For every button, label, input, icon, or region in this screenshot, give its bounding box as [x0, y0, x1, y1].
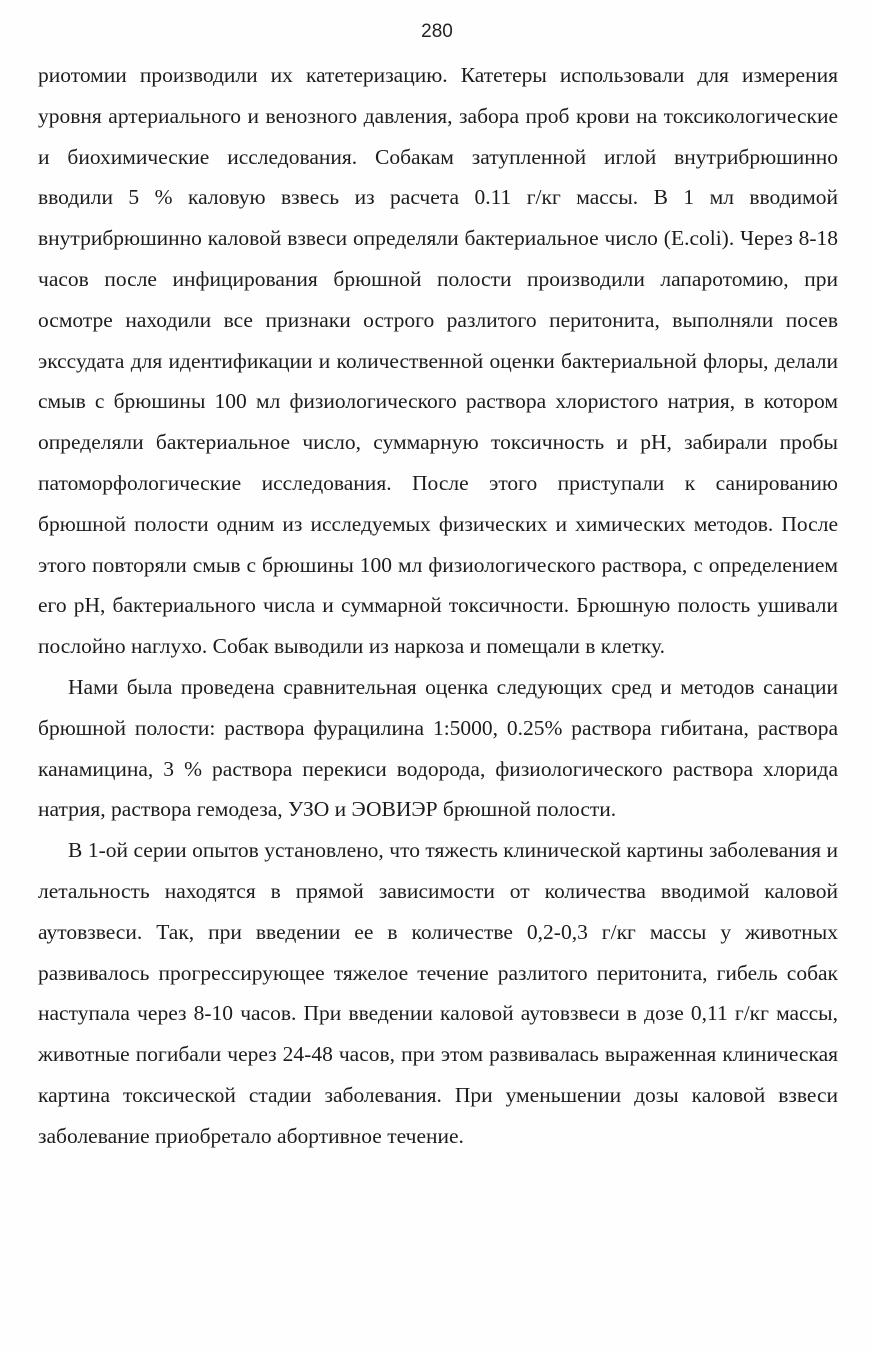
paragraph-2: Нами была проведена сравнительная оценка следующих сред и методов санации брюшной полости: раствора фурацилина 1:5000, 0.25% раствора гибитана, раствора канамицина, 3 % раствора перекиси водорода, физиологического раствора хлорида натрия, раствора гемодеза, УЗО и ЭОВИЭР брюшной полости. — [38, 674, 838, 822]
paragraph-3: В 1-ой серии опытов установлено, что тяжесть клинической картины заболевания и летальность находятся в прямой зависимости от количества вводимой каловой аутовзвеси. Так, при введении ее в количестве 0,2-0,3 г/кг массы у животных развивалось прогрессирующее тяжелое течение разлитого перитонита, гибель собак наступала через 8-10 часов. При введении каловой аутовзвеси в дозе 0,11 г/кг массы, животные погибали через 24-48 часов, при этом развивалась выраженная клиническая картина токсической стадии заболевания. При уменьшении дозы каловой взвеси заболевание приобретало абортивное течение. — [38, 838, 838, 1148]
body-text — [38, 55, 838, 1157]
page-number: 280 — [421, 21, 453, 42]
paragraph-1: риотомии производили их катетеризацию. Катетеры использовали для измерения уровня артериального и венозного давления, забора проб крови на токсикологические и биохимические исследования. Собакам затупленной иглой внутрибрюшинно вводили 5 % каловую взвесь из расчета 0.11 г/кг массы. В 1 мл вводимой внутрибрюшинно каловой взвеси определяли бактериальное число (E.coli). Через 8-18 часов после инфицирования брюшной полости производили лапаротомию, при осмотре находили все признаки острого разлитого перитонита, выполняли посев экссудата для идентификации и количественной оценки бактериальной флоры, делали смыв с брюшины 100 мл физиологического раствора хлористого натрия, в котором определяли бактериальное число, суммарную токсичность и pH, забирали пробы патоморфологические исследования. После этого приступали к санированию брюшной полости одним из исследуемых физических и химических методов. После этого повторяли смыв с брюшины 100 мл физиологического раствора, с определением его pH, бактериального числа и суммарной токсичности. Брюшную полость ушивали послойно наглухо. Собак выводили из наркоза и помещали в клетку. — [38, 63, 838, 659]
